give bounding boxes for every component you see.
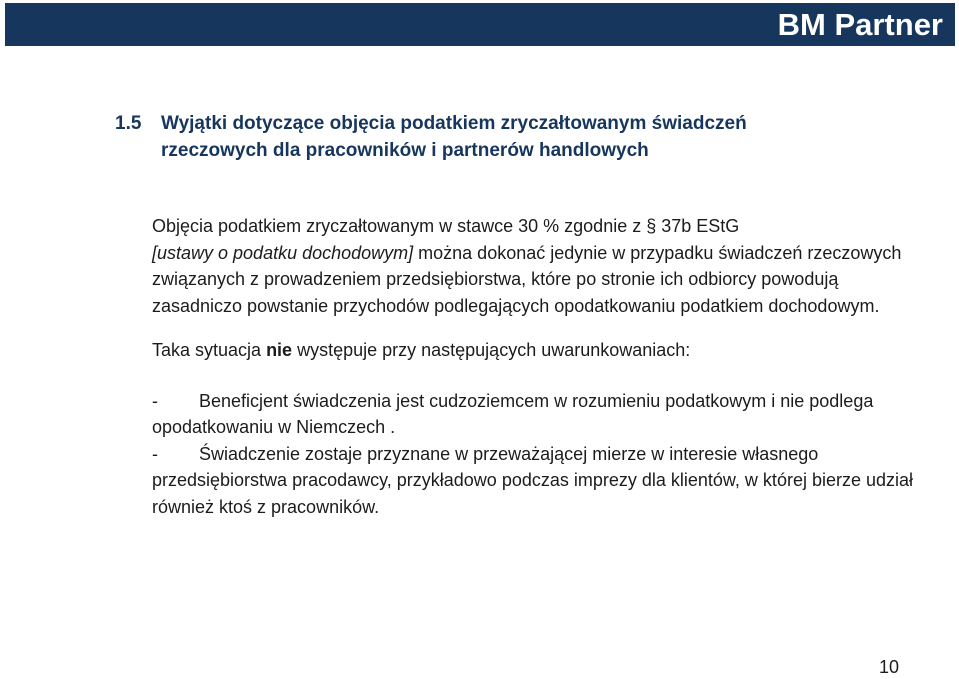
paragraph-2-after: występuje przy następujących uwarunkowaniach: (292, 340, 691, 360)
section-title-line2: rzeczowych dla pracowników i partnerów handlowych (161, 140, 649, 161)
list-dash: - (152, 390, 158, 411)
paragraph-1-law-name: [ustawy o podatku dochodowym] (152, 242, 414, 263)
brand-name: BM Partner (777, 7, 943, 42)
list-dash: - (152, 443, 158, 464)
section-title (115, 110, 915, 164)
list-item-text: Świadczenie zostaje przyznane w przeważającej mierze w interesie własnego przedsiębiorstwa pracodawcy, przykładowo podczas imprezy dla klientów, w której bierze udział również ktoś z pracowników. (152, 443, 914, 517)
list-item (152, 441, 932, 521)
paragraph-1-rest: można dokonać jedynie w przypadku świadczeń rzeczowych związanych z prowadzeniem przedsiębiorstwa, które po stronie ich odbiorcy powodują zasadniczo powstanie przychodów podlegających opodatkowaniu podatkiem dochodowym. (152, 242, 902, 316)
section-title-line1: Wyjątki dotyczące objęcia podatkiem zryczałtowanym świadczeń (161, 113, 747, 134)
paragraph-2 (152, 337, 932, 364)
paragraph-2-before: Taka sytuacja (152, 340, 267, 360)
list-item (152, 388, 932, 441)
body-text (152, 213, 932, 520)
paragraph-2-bold: nie (266, 340, 293, 360)
paragraph-1 (152, 213, 932, 319)
paragraph-1-intro: Objęcia podatkiem zryczałtowanym w stawce 30 % zgodnie z § 37b EStG (152, 216, 740, 236)
header-bar (5, 3, 955, 46)
page-number: 10 (878, 657, 899, 677)
list-item-text: Beneficjent świadczenia jest cudzoziemcem w rozumieniu podatkowym i nie podlega opodatkowaniu w Niemczech . (152, 390, 874, 437)
section-number: 1.5 (115, 113, 142, 134)
